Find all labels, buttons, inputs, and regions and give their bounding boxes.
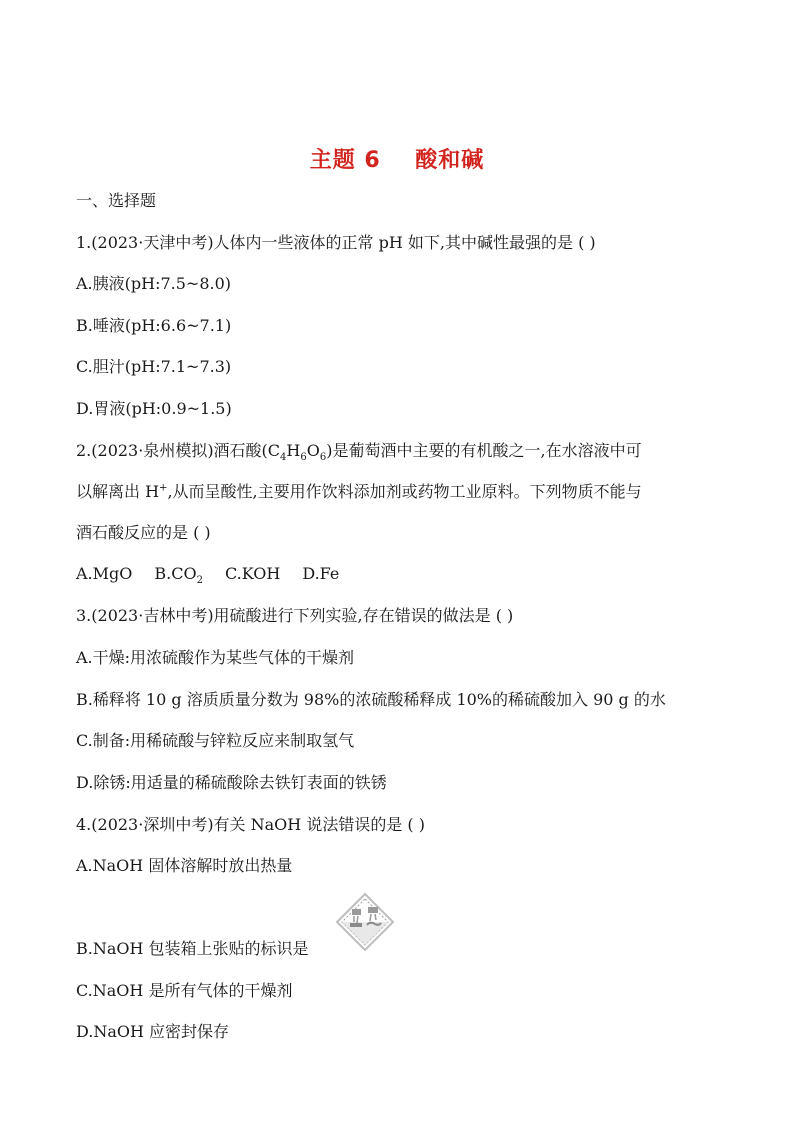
question-1-option-c: C.胆汁(pH:7.1~7.3) [76, 357, 232, 376]
q2-sub: 4 [280, 452, 287, 464]
question-1-option-d: D.胃液(pH:0.9~1.5) [76, 399, 232, 418]
q2-text: 以解离出 H [76, 482, 160, 501]
question-4-stem: 4.(2023·深圳中考)有关 NaOH 说法错误的是 ( ) [76, 815, 425, 834]
question-3-stem: 3.(2023·吉林中考)用硫酸进行下列实验,存在错误的做法是 ( ) [76, 606, 514, 625]
q2-sup: + [159, 482, 168, 494]
question-3-option-a: A.干燥:用浓硫酸作为某些气体的干燥剂 [76, 648, 355, 667]
question-2-options [76, 564, 340, 587]
question-3-option-d: D.除锈:用适量的稀硫酸除去铁钉表面的铁锈 [76, 773, 387, 792]
question-1-option-a: A.胰液(pH:7.5~8.0) [76, 274, 232, 293]
question-4-option-b: B.NaOH 包装箱上张贴的标识是 [76, 939, 309, 958]
q2-sub: 2 [196, 575, 203, 587]
question-2-stem-line-3: 酒石酸反应的是 ( ) [76, 523, 211, 542]
q2-sub: 6 [300, 452, 307, 464]
q2-sub: 6 [319, 452, 327, 464]
question-3-option-c: C.制备:用稀硫酸与锌粒反应来制取氢气 [76, 731, 355, 750]
question-4-option-a: A.NaOH 固体溶解时放出热量 [76, 856, 293, 875]
section-heading: 一、选择题 [76, 191, 157, 210]
q2-text: ,从而呈酸性,主要用作饮料添加剂或药物工业原料。下列物质不能与 [167, 482, 642, 501]
question-4-option-c: C.NaOH 是所有气体的干燥剂 [76, 981, 293, 1000]
question-1-stem: 1.(2023·天津中考)人体内一些液体的正常 pH 如下,其中碱性最强的是 ( ) [76, 233, 596, 252]
question-2-option-a: A.MgO [76, 564, 133, 583]
question-1-option-b: B.唾液(pH:6.6~7.1) [76, 316, 232, 335]
question-2-option-d: D.Fe [302, 564, 340, 583]
question-4-option-d: D.NaOH 应密封保存 [76, 1022, 230, 1041]
corrosive-hazard-icon [335, 892, 395, 952]
question-2-option-c: C.KOH [224, 564, 281, 583]
question-2-stem-line-1 [76, 441, 642, 464]
question-3-option-b: B.稀释将 10 g 溶质质量分数为 98%的浓硫酸稀释成 10%的稀硫酸加入 90 g 的水 [76, 690, 666, 709]
q2-text: 2.(2023·泉州模拟)酒石酸(C [76, 441, 281, 460]
question-2-stem-line-2 [76, 482, 642, 502]
page-title: 主题 6 酸和碱 [309, 148, 485, 173]
q2-text: H [286, 441, 301, 460]
q2-text: )是葡萄酒中主要的有机酸之一,在水溶液中可 [326, 441, 642, 460]
question-2-option-b [154, 564, 203, 587]
q2-text: B.CO [154, 564, 197, 583]
q2-text: O [306, 441, 320, 460]
